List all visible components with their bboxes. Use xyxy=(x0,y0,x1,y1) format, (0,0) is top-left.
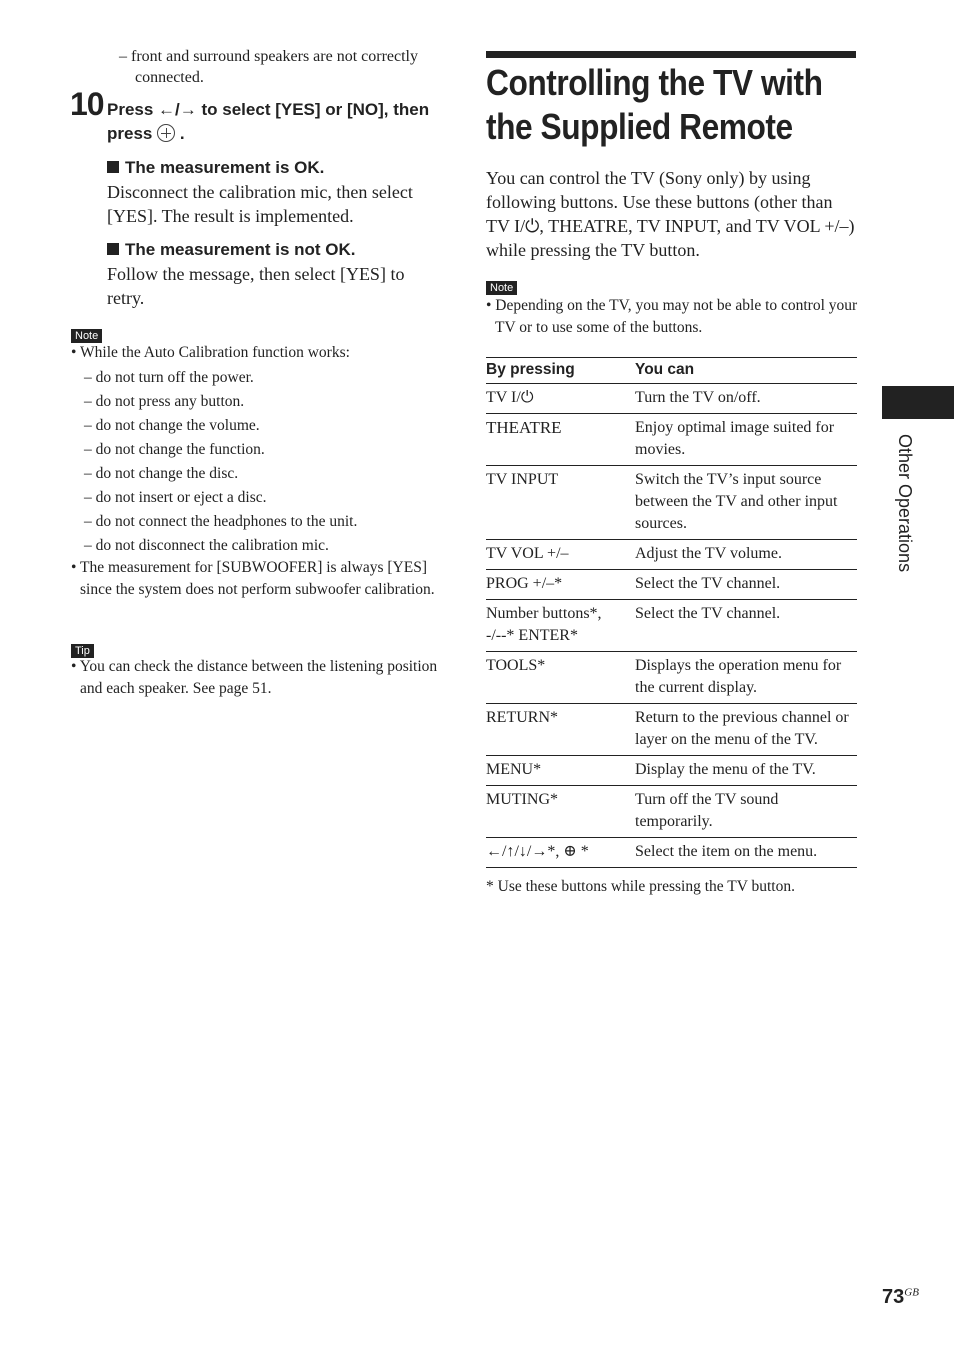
table-row xyxy=(486,570,857,600)
table-cell: Displays the operation menu for the current display. xyxy=(635,652,857,704)
tip-text: • You can check the distance between the listening position and each speaker. See page 51. xyxy=(71,658,438,697)
table-cell: Turn off the TV sound temporarily. xyxy=(635,786,857,838)
column-header: You can xyxy=(635,358,857,384)
table-cell: Display the menu of the TV. xyxy=(635,756,857,786)
table-row xyxy=(486,652,857,704)
list-item: – do not change the disc. xyxy=(84,465,239,482)
page-number-suffix: GB xyxy=(904,1286,919,1299)
list-item: – do not turn off the power. xyxy=(84,369,254,386)
ok-text: Disconnect the calibration mic, then select [YES]. The result is implemented. xyxy=(107,182,413,226)
table-row xyxy=(486,756,857,786)
table-row xyxy=(486,838,857,868)
step-instruction xyxy=(107,98,447,146)
step-line1-prefix: Press xyxy=(107,100,159,119)
step-line2-prefix: press xyxy=(107,124,158,143)
table-cell: Adjust the TV volume. xyxy=(635,540,857,570)
note-bullet-1: • While the Auto Calibration function works: xyxy=(71,344,350,361)
table-cell: ←/↑/↓/→*, ⊕ * xyxy=(486,838,635,868)
table-cell: MENU* xyxy=(486,756,635,786)
square-bullet-icon xyxy=(107,161,119,173)
table-row xyxy=(486,466,857,540)
table-cell: MUTING* xyxy=(486,786,635,838)
section-tab xyxy=(882,386,954,419)
list-item: – do not change the volume. xyxy=(84,417,260,434)
tv-control-table-wrapper xyxy=(486,357,857,868)
table-row xyxy=(486,384,857,414)
table-cell: TV I/⏻ xyxy=(486,384,635,414)
step-number: 10 xyxy=(70,86,104,122)
note-dash-list xyxy=(84,366,444,558)
title-rule xyxy=(486,51,856,58)
intro-text: You can control the TV (Sony only) by using following buttons. Use these buttons (other than TV I/⏻, THEATRE, TV INPUT, and TV VOL +/–) while pressing the TV button. xyxy=(486,168,855,260)
table-cell: TV INPUT xyxy=(486,466,635,540)
section-label: Other Operations xyxy=(895,434,915,573)
note-label-right xyxy=(486,278,517,296)
table-cell: THEATRE xyxy=(486,414,635,466)
not-ok-text: Follow the message, then select [YES] to retry. xyxy=(107,264,405,308)
list-item: – do not insert or eject a disc. xyxy=(84,489,267,506)
table-cell: Number buttons*, -/--* ENTER* xyxy=(486,600,635,652)
ok-heading xyxy=(107,158,324,178)
list-item: – do not press any button. xyxy=(84,393,245,410)
table-cell: Turn the TV on/off. xyxy=(635,384,857,414)
table-cell: Select the TV channel. xyxy=(635,600,857,652)
table-row xyxy=(486,704,857,756)
table-row xyxy=(486,414,857,466)
table-cell: RETURN* xyxy=(486,704,635,756)
table-cell: Switch the TV’s input source between the TV and other input sources. xyxy=(635,466,857,540)
arrow-left-right-icon: ←/→ xyxy=(158,100,197,119)
page-title: Controlling the TV with the Supplied Remote xyxy=(486,62,823,147)
table-cell: Select the TV channel. xyxy=(635,570,857,600)
pre-list-item: – front and surround speakers are not correctly connected. xyxy=(119,48,418,86)
table-cell: Enjoy optimal image suited for movies. xyxy=(635,414,857,466)
list-item: – do not disconnect the calibration mic. xyxy=(84,537,329,554)
table-cell: TV VOL +/– xyxy=(486,540,635,570)
column-header: By pressing xyxy=(486,358,635,384)
table-cell: Return to the previous channel or layer on the menu of the TV. xyxy=(635,704,857,756)
tv-control-table xyxy=(486,357,857,868)
table-row xyxy=(486,540,857,570)
table-row xyxy=(486,786,857,838)
not-ok-heading xyxy=(107,240,356,260)
table-header-row xyxy=(486,358,857,384)
note-right-text: • Depending on the TV, you may not be able to control your TV or to use some of the buttons. xyxy=(486,297,858,336)
ok-heading-text: The measurement is OK. xyxy=(125,158,325,177)
enter-icon xyxy=(157,124,175,142)
note-label-text: Note xyxy=(486,281,517,295)
square-bullet-icon xyxy=(107,243,119,255)
table-cell: TOOLS* xyxy=(486,652,635,704)
not-ok-heading-text: The measurement is not OK. xyxy=(125,240,356,259)
list-item: – do not change the function. xyxy=(84,441,265,458)
page-number xyxy=(882,1286,919,1309)
table-cell: Select the item on the menu. xyxy=(635,838,857,868)
page-number-value: 73 xyxy=(882,1286,905,1308)
table-footnote: * Use these buttons while pressing the TV button. xyxy=(486,878,795,895)
note-bullet-2: • The measurement for [SUBWOOFER] is always [YES] since the system does not perform subwoofer calibration. xyxy=(71,559,435,598)
step-line2-suffix: . xyxy=(175,124,185,143)
table-cell: PROG +/–* xyxy=(486,570,635,600)
note-label-text: Note xyxy=(71,329,102,343)
step-line1-suffix: to select [YES] or [NO], then xyxy=(196,100,430,119)
table-row xyxy=(486,600,857,652)
list-item: – do not connect the headphones to the unit. xyxy=(84,513,358,530)
tip-label-text: Tip xyxy=(71,644,94,658)
